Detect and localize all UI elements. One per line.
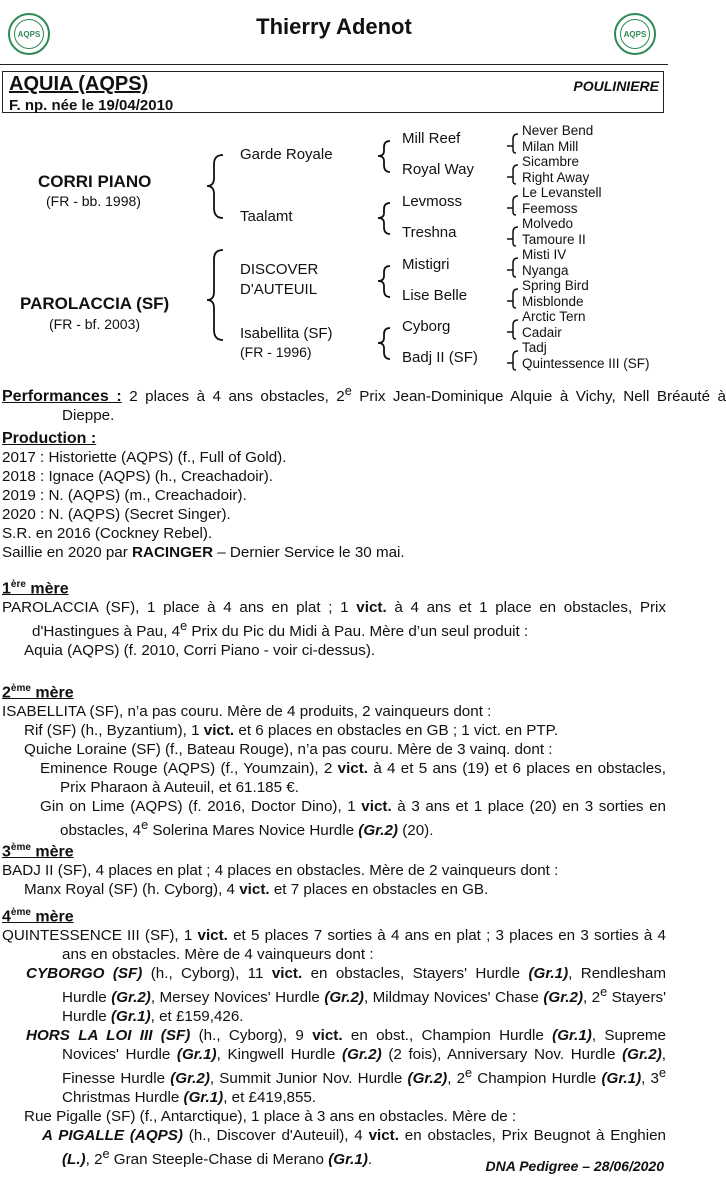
- bracket-g2-1: [378, 141, 390, 172]
- ped-g2-2b: D'AUTEUIL: [240, 281, 318, 298]
- ped-g4-14: Tadj: [522, 340, 547, 355]
- production-line: 2017 : Historiette (AQPS) (f., Full of Gold).: [2, 449, 287, 466]
- mere4-rue-pigalle: Rue Pigalle (SF) (f., Antarctique), 1 place à 3 ans en obstacles. Mère de :: [24, 1108, 517, 1126]
- ped-g4-13: Cadair: [522, 325, 562, 340]
- production-line: 2019 : N. (AQPS) (m., Creachadoir).: [2, 487, 247, 504]
- saillie-stallion: RACINGER: [132, 544, 214, 561]
- ped-g4-6: Molvedo: [522, 216, 574, 231]
- ped-g3-1: Royal Way: [402, 161, 474, 178]
- mere4-a-pigalle: A PIGALLE (AQPS) (h., Discover d'Auteuil), 4 vict. en obstacles, Prix Beugnot à Enghien (L.), 2e Gran Steeple-Chase di Merano (Gr.1).: [42, 1127, 666, 1169]
- production-label: Production :: [2, 430, 97, 447]
- bracket-g2-4: [378, 328, 390, 359]
- horse-subtitle: F. np. née le 19/04/2010: [9, 97, 174, 114]
- ped-g2-3-detail: (FR - 1996): [240, 344, 312, 360]
- mere3-manx: Manx Royal (SF) (h. Cyborg), 4 vict. et 7 places en obstacles en GB.: [24, 881, 489, 899]
- horse-name: AQUIA (AQPS): [9, 73, 149, 95]
- ped-g3-3: Treshna: [402, 224, 457, 241]
- ped-g4-7: Tamoure II: [522, 232, 586, 247]
- ped-g2-0: Garde Royale: [240, 146, 333, 163]
- mere3-section: [2, 838, 666, 899]
- production-section: [2, 429, 666, 562]
- bracket-g2-3: [378, 266, 390, 297]
- ped-g4-0: Never Bend: [522, 123, 594, 138]
- ped-g4-4: Le Levanstell: [522, 185, 602, 200]
- ped-g2-3: Isabellita (SF): [240, 325, 333, 342]
- ped-g3-4: Mistigri: [402, 256, 450, 273]
- mere4-intro: QUINTESSENCE III (SF), 1 vict. et 5 places 7 sorties à 4 ans en plat ; 3 places en 3 sorties à 4 ans en obstacles. Mère de 4 vainqueurs dont :: [2, 927, 667, 964]
- saillie-line: Saillie en 2020 par RACINGER – Dernier Service le 30 mai.: [2, 544, 405, 561]
- mere2-quiche: Quiche Loraine (SF) (f., Bateau Rouge), n’a pas couru. Mère de 3 vainq. dont :: [24, 741, 553, 759]
- mere2-section: [2, 679, 666, 840]
- ped-g4-11: Misblonde: [522, 294, 584, 309]
- ped-g4-5: Feemoss: [522, 201, 578, 216]
- mere2-gin: Gin on Lime (AQPS) (f. 2016, Doctor Dino), 1 vict. à 3 ans et 1 place (20) en 3 sorties en obstacles, 4e Solerina Mares Novice Hurdle (Gr.2) (20).: [40, 798, 666, 840]
- page-title: Thierry Adenot: [256, 14, 412, 39]
- production-line: 2018 : Ignace (AQPS) (h., Creachadoir).: [2, 468, 273, 485]
- ped-g3-2: Levmoss: [402, 193, 463, 210]
- mere1-heading: 1ère mère: [2, 579, 69, 598]
- mere1-section: [2, 575, 666, 660]
- mere1-child: Aquia (AQPS) (f. 2010, Corri Piano - voir ci-dessus).: [24, 642, 376, 660]
- ped-g3-6: Cyborg: [402, 318, 451, 335]
- ped-g4-15: Quintessence III (SF): [522, 356, 650, 371]
- mere4-hors-la-loi: HORS LA LOI III (SF) (h., Cyborg), 9 vict. en obst., Champion Hurdle (Gr.1), Supreme Novices' Hurdle (Gr.1), Kingwell Hurdle (Gr.2) (2 fois), Anniversary Nov. Hurdle (Gr.2), Finesse Hurdle (Gr.2), Summit Junior Nov. Hurdle (Gr.2), 2e Champion Hurdle (Gr.1), 3e Christmas Hurdle (Gr.1), et £419,855.: [26, 1027, 667, 1107]
- ped-g4-9: Nyanga: [522, 263, 569, 278]
- logo-right-text: AQPS: [620, 19, 650, 49]
- performances: Performances : 2 places à 4 ans obstacles, 2e Prix Jean-Dominique Alquie à Vichy, Nell Bréauté à Dieppe.: [2, 384, 726, 425]
- mere2-eminence: Eminence Rouge (AQPS) (f., Youmzain), 2 vict. à 4 et 5 ans (19) et 6 places en obstacles, Prix Pharaon à Auteuil, et 61.185 €.: [40, 760, 666, 797]
- mere2-intro: ISABELLITA (SF), n’a pas couru. Mère de 4 produits, 2 vainqueurs dont :: [2, 703, 492, 721]
- bracket-dam: [207, 250, 223, 340]
- ped-dam-detail: (FR - bf. 2003): [49, 316, 141, 332]
- bracket-g2-2: [378, 203, 390, 234]
- logo-left-text: AQPS: [14, 19, 44, 49]
- ped-g4-1: Milan Mill: [522, 139, 579, 154]
- horse-status: POULINIERE: [573, 78, 659, 94]
- ped-sire-name: CORRI PIANO: [38, 172, 152, 191]
- ped-g3-7: Badj II (SF): [402, 349, 478, 366]
- ped-g3-5: Lise Belle: [402, 287, 468, 304]
- production-line: S.R. en 2016 (Cockney Rebel).: [2, 525, 213, 542]
- production-line: 2020 : N. (AQPS) (Secret Singer).: [2, 506, 231, 523]
- footer: DNA Pedigree – 28/06/2020: [485, 1158, 664, 1174]
- ped-g4-8: Misti IV: [522, 247, 567, 262]
- ped-g3-0: Mill Reef: [402, 130, 461, 147]
- ped-dam-name: PAROLACCIA (SF): [20, 294, 170, 313]
- mere4-section: [2, 903, 666, 1170]
- ped-g4-10: Spring Bird: [522, 278, 589, 293]
- mere4-heading: 4ème mère: [2, 907, 74, 926]
- mere4-cyborgo: CYBORGO (SF) (h., Cyborg), 11 vict. en obstacles, Stayers' Hurdle (Gr.1), Rendlesham Hurdle (Gr.2), Mersey Novices' Hurdle (Gr.2), Mildmay Novices' Chase (Gr.2), 2e Stayers' Hurdle (Gr.1), et £159,426.: [26, 965, 667, 1026]
- mere3-heading: 3ème mère: [2, 842, 74, 861]
- ped-sire-detail: (FR - bb. 1998): [46, 193, 141, 209]
- bracket-sire: [207, 155, 223, 218]
- ped-g2-1: Taalamt: [240, 208, 293, 225]
- ped-g2-2a: DISCOVER: [240, 261, 319, 278]
- mere2-heading: 2ème mère: [2, 683, 74, 702]
- performances-label: Performances :: [2, 388, 122, 406]
- mere3-intro: BADJ II (SF), 4 places en plat ; 4 places en obstacles. Mère de 2 vainqueurs dont :: [2, 862, 559, 880]
- ped-g4-3: Right Away: [522, 170, 590, 185]
- ped-g4-2: Sicambre: [522, 154, 580, 169]
- ped-g4-12: Arctic Tern: [522, 309, 586, 324]
- bracket-g3-group: [507, 134, 518, 370]
- mere2-rif: Rif (SF) (h., Byzantium), 1 vict. et 6 places en obstacles en GB ; 1 vict. en PTP.: [24, 722, 559, 740]
- mere1-text: PAROLACCIA (SF), 1 place à 4 ans en plat ; 1 vict. à 4 ans et 1 place en obstacles, Prix d'Hastingues à Pau, 4e Prix du Pic du Midi à Pau. Mère d’un seul produit :: [2, 599, 666, 641]
